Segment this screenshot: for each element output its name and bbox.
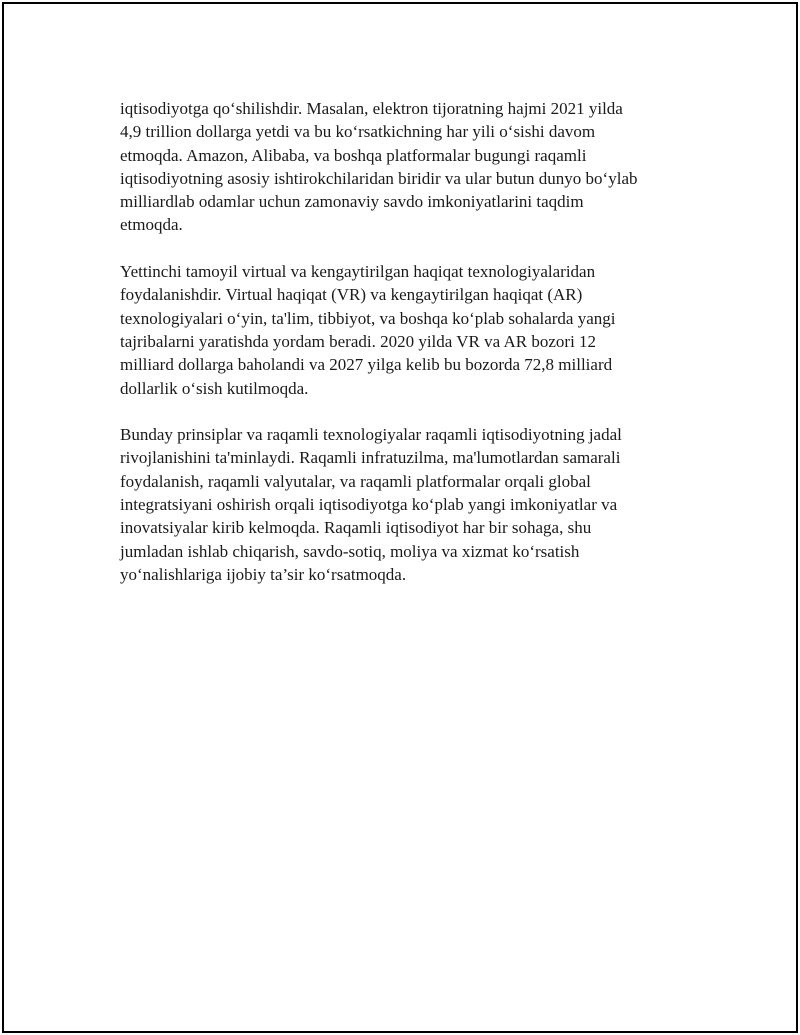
- text-line: rivojlanishini ta'minlaydi. Raqamli infratuzilma, ma'lumotlardan samarali: [120, 448, 621, 468]
- text-line: integratsiyani oshirish orqali iqtisodiyotga ko‘plab yangi imkoniyatlar va: [120, 495, 618, 515]
- text-line: yo‘nalishlariga ijobiy ta’sir ko‘rsatmoqda.: [120, 564, 407, 584]
- text-line: texnologiyalari o‘yin, ta'lim, tibbiyot, va boshqa ko‘plab sohalarda yangi: [120, 308, 616, 328]
- document-body: [120, 97, 710, 610]
- text-line: Yettinchi tamoyil virtual va kengaytirilgan haqiqat texnologiyalaridan: [120, 262, 596, 282]
- text-line: tajribalarni yaratishda yordam beradi. 2020 yilda VR va AR bozori 12: [120, 331, 597, 351]
- text-line: inovatsiyalar kirib kelmoqda. Raqamli iqtisodiyot har bir sohaga, shu: [120, 518, 592, 538]
- text-line: jumladan ishlab chiqarish, savdo-sotiq, moliya va xizmat ko‘rsatish: [120, 541, 580, 561]
- document-page: [2, 2, 798, 1033]
- text-line: etmoqda.: [120, 215, 183, 235]
- text-line: 4,9 trillion dollarga yetdi va bu ko‘rsatkichning har yili o‘sishi davom: [120, 122, 596, 142]
- text-line: dollarlik o‘sish kutilmoqda.: [120, 378, 309, 398]
- text-line: iqtisodiyotga qo‘shilishdir. Masalan, elektron tijoratning hajmi 2021 yilda: [120, 99, 623, 118]
- text-line: iqtisodiyotning asosiy ishtirokchilaridan biridir va ular butun dunyo bo‘ylab: [120, 168, 638, 188]
- paragraph-vr-ar: [120, 260, 710, 400]
- text-line: milliardlab odamlar uchun zamonaviy savdo imkoniyatlarini taqdim: [120, 192, 584, 212]
- text-line: milliard dollarga baholandi va 2027 yilga kelib bu bozorda 72,8 milliard: [120, 355, 613, 375]
- text-line: foydalanish, raqamli valyutalar, va raqamli platformalar orqali global: [120, 471, 591, 491]
- text-line: Bunday prinsiplar va raqamli texnologiyalar raqamli iqtisodiyotning jadal: [120, 425, 622, 445]
- text-line: foydalanishdir. Virtual haqiqat (VR) va kengaytirilgan haqiqat (AR): [120, 285, 583, 305]
- paragraph-ecommerce: [120, 97, 710, 237]
- text-line: etmoqda. Amazon, Alibaba, va boshqa platformalar bugungi raqamli: [120, 145, 587, 165]
- paragraph-conclusion: [120, 423, 710, 586]
